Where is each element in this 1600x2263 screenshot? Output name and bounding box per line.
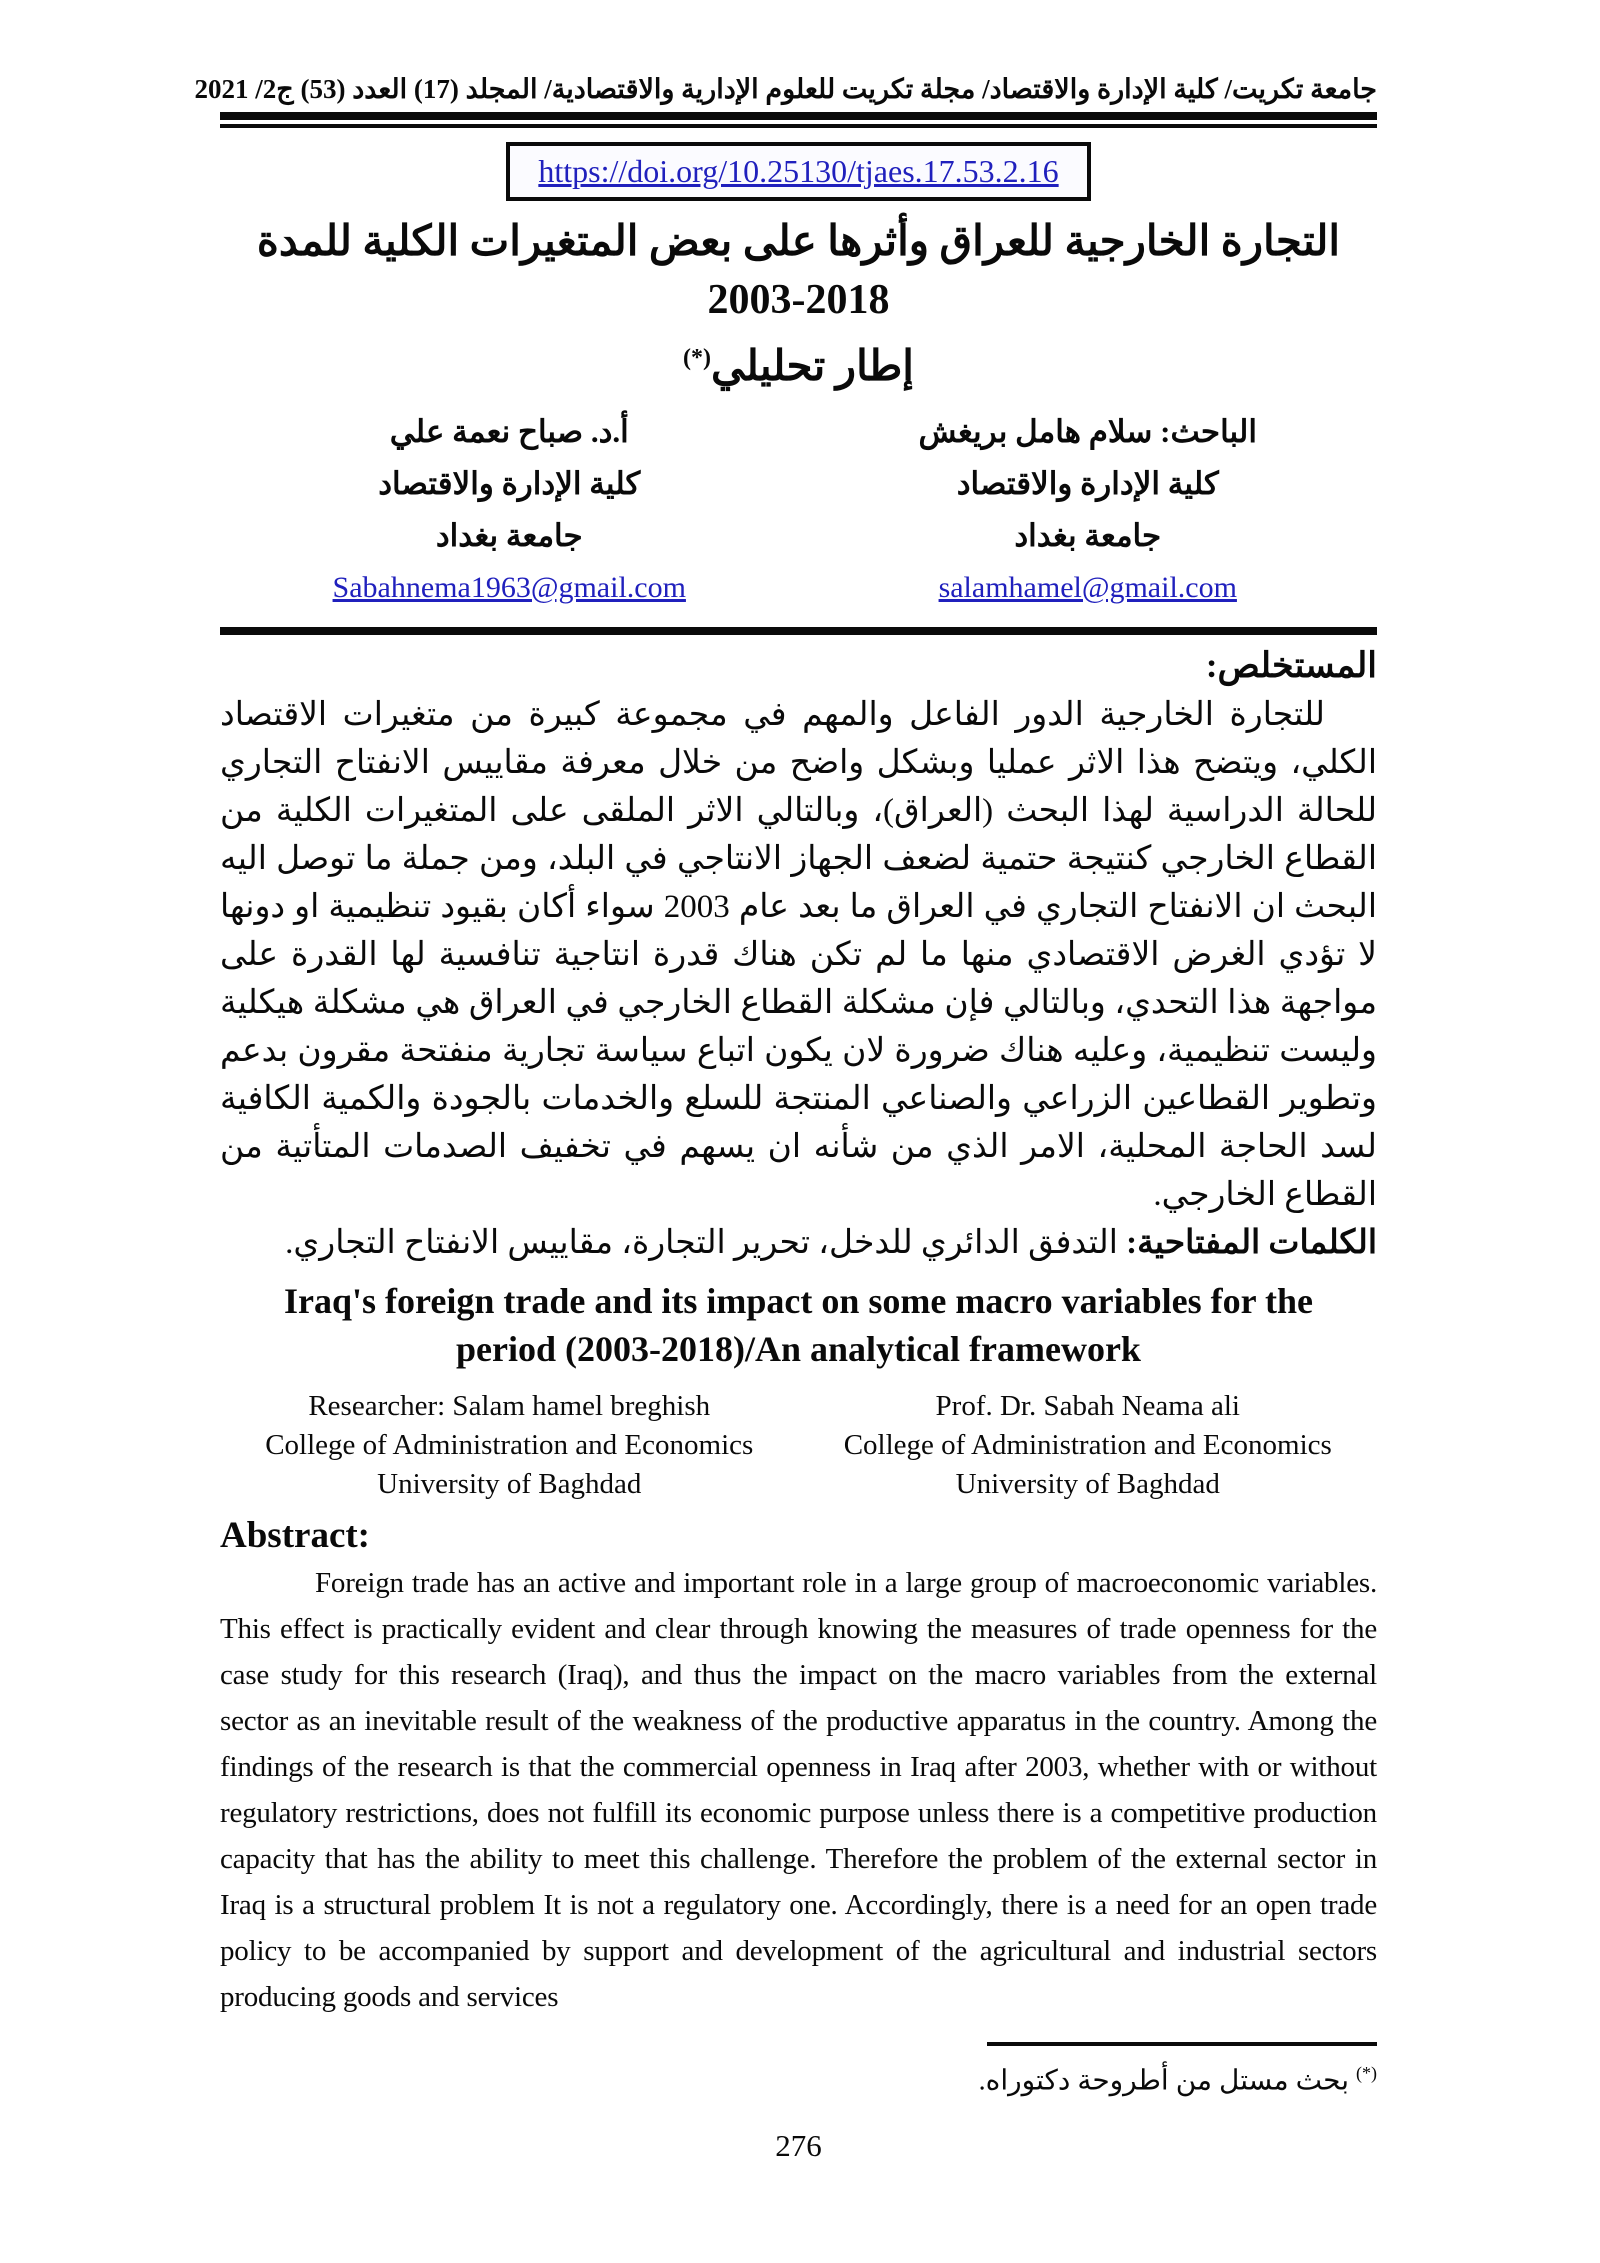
researcher-email-line <box>799 568 1378 613</box>
journal-header-line: جامعة تكريت/ كلية الإدارة والاقتصاد/ مجلة تكريت للعلوم الإدارية والاقتصادية/ المجلد (17) العدد (53) ج2/ 2021 <box>194 74 1377 104</box>
footnote-rule <box>987 2042 1377 2046</box>
author-column-supervisor-en <box>799 1387 1378 1504</box>
paper-subtitle-arabic: إطار تحليلي <box>711 344 914 390</box>
abstract-arabic-body: للتجارة الخارجية الدور الفاعل والمهم في مجموعة كبيرة من متغيرات الاقتصاد الكلي، ويتضح هذا الاثر عمليا وبشكل واضح من خلال معرفة مقاييس الانفتاح التجاري للحالة الدراسية لهذا البحث (العراق)، وبالتالي الاثر الملقى على المتغيرات الكلية من القطاع الخارجي كنتيجة حتمية لضعف الجهاز الانتاجي في البلد، ومن جملة ما توصل اليه البحث ان الانفتاح التجاري في العراق ما بعد عام 2003 سواء أكان بقيود تنظيمية او دونها لا تؤدي الغرض الاقتصادي منها ما لم تكن هناك قدرة انتاجية تنافسية لها القدرة على مواجهة هذا التحدي، وبالتالي فإن مشكلة القطاع الخارجي في العراق هي مشكلة هيكلية وليست تنظيمية، وعليه هناك ضرورة لان يكون اتباع سياسة تجارية منفتحة مقرون بدعم وتطوير القطاعين الزراعي والصناعي المنتجة للسلع والخدمات بالجودة والكمية الكافية لسد الحاجة المحلية، الامر الذي من شأنه ان يسهم في تخفيف الصدمات المتأتية من القطاع الخارجي. <box>220 697 1378 1213</box>
supervisor-email-line <box>220 568 799 613</box>
title-footnote-marker: (*) <box>683 345 711 371</box>
header-rule-thick <box>220 112 1377 120</box>
doi-link[interactable]: https://doi.org/10.25130/tjaes.17.53.2.16 <box>538 153 1059 189</box>
paper-title-arabic-line1: التجارة الخارجية للعراق وأثرها على بعض المتغيرات الكلية للمدة 2018-2003 <box>256 219 1341 323</box>
keywords-label: الكلمات المفتاحية: <box>1126 1225 1377 1261</box>
authors-arabic-block <box>220 406 1377 613</box>
keywords-line <box>220 1219 1377 1267</box>
abstract-arabic-heading: المستخلص: <box>1205 646 1377 685</box>
researcher-college-ar: كلية الإدارة والاقتصاد <box>956 466 1219 501</box>
authors-english-block <box>220 1387 1377 1504</box>
researcher-university-en: University of Baghdad <box>377 1468 642 1500</box>
paper-title-arabic-line2 <box>220 329 1377 396</box>
section-divider-rule <box>220 627 1377 635</box>
footnote-text-body: بحث مستل من أطروحة دكتوراه. <box>978 2065 1356 2097</box>
paper-title-english <box>220 1277 1377 1373</box>
researcher-name-en: Researcher: Salam hamel breghish <box>308 1390 711 1422</box>
page-number: 276 <box>775 2128 822 2163</box>
researcher-college-en: College of Administration and Economics <box>265 1429 754 1461</box>
supervisor-name-en: Prof. Dr. Sabah Neama ali <box>935 1390 1240 1422</box>
page-content <box>194 0 1378 2102</box>
author-column-researcher-ar <box>799 406 1378 613</box>
supervisor-college-en: College of Administration and Economics <box>843 1429 1332 1461</box>
researcher-university-ar: جامعة بغداد <box>1014 518 1162 553</box>
header-rule-thin <box>220 124 1377 128</box>
abstract-english-heading: Abstract: <box>220 1515 371 1556</box>
author-column-researcher-en <box>220 1387 799 1504</box>
supervisor-university-ar: جامعة بغداد <box>435 518 583 553</box>
supervisor-college-ar: كلية الإدارة والاقتصاد <box>378 466 641 501</box>
supervisor-university-en: University of Baghdad <box>955 1468 1220 1500</box>
supervisor-name-ar: أ.د. صباح نعمة علي <box>389 414 629 449</box>
supervisor-email-link[interactable]: Sabahnema1963@gmail.com <box>332 571 686 604</box>
paper-title-english-line1: Iraq's foreign trade and its impact on some macro variables for the <box>284 1281 1313 1321</box>
paper-title-english-line2: period (2003-2018)/An analytical framework <box>456 1329 1141 1369</box>
footnote-block <box>220 2042 1377 2102</box>
researcher-name-ar: الباحث: سلام هامل بريغش <box>918 414 1257 449</box>
keywords-text: التدفق الدائري للدخل، تحرير التجارة، مقاييس الانفتاح التجاري. <box>285 1225 1127 1261</box>
footnote-text <box>220 2052 1377 2102</box>
author-column-supervisor-ar <box>220 406 799 613</box>
doi-box <box>506 142 1090 201</box>
researcher-email-link[interactable]: salamhamel@gmail.com <box>938 571 1237 604</box>
header-rule <box>220 112 1377 128</box>
abstract-english-body: Foreign trade has an active and important role in a large group of macroeconomic variables. This effect is practically evident and clear through knowing the measures of trade openness for the case study for this research (Iraq), and thus the impact on the macro variables from the external sector as an inevitable result of the weakness of the productive apparatus in the country. Among the findings of the research is that the commercial openness in Iraq after 2003, whether with or without regulatory restrictions, does not fulfill its economic purpose unless there is a competitive production capacity that has the ability to meet this challenge. Therefore the problem of the external sector in Iraq is a structural problem It is not a regulatory one. Accordingly, there is a need for an open trade policy to be accompanied by support and development of the agricultural and industrial sectors producing goods and services <box>220 1567 1377 2013</box>
paper-title-arabic <box>220 213 1377 396</box>
footnote-marker: (*) <box>1356 2063 1377 2083</box>
